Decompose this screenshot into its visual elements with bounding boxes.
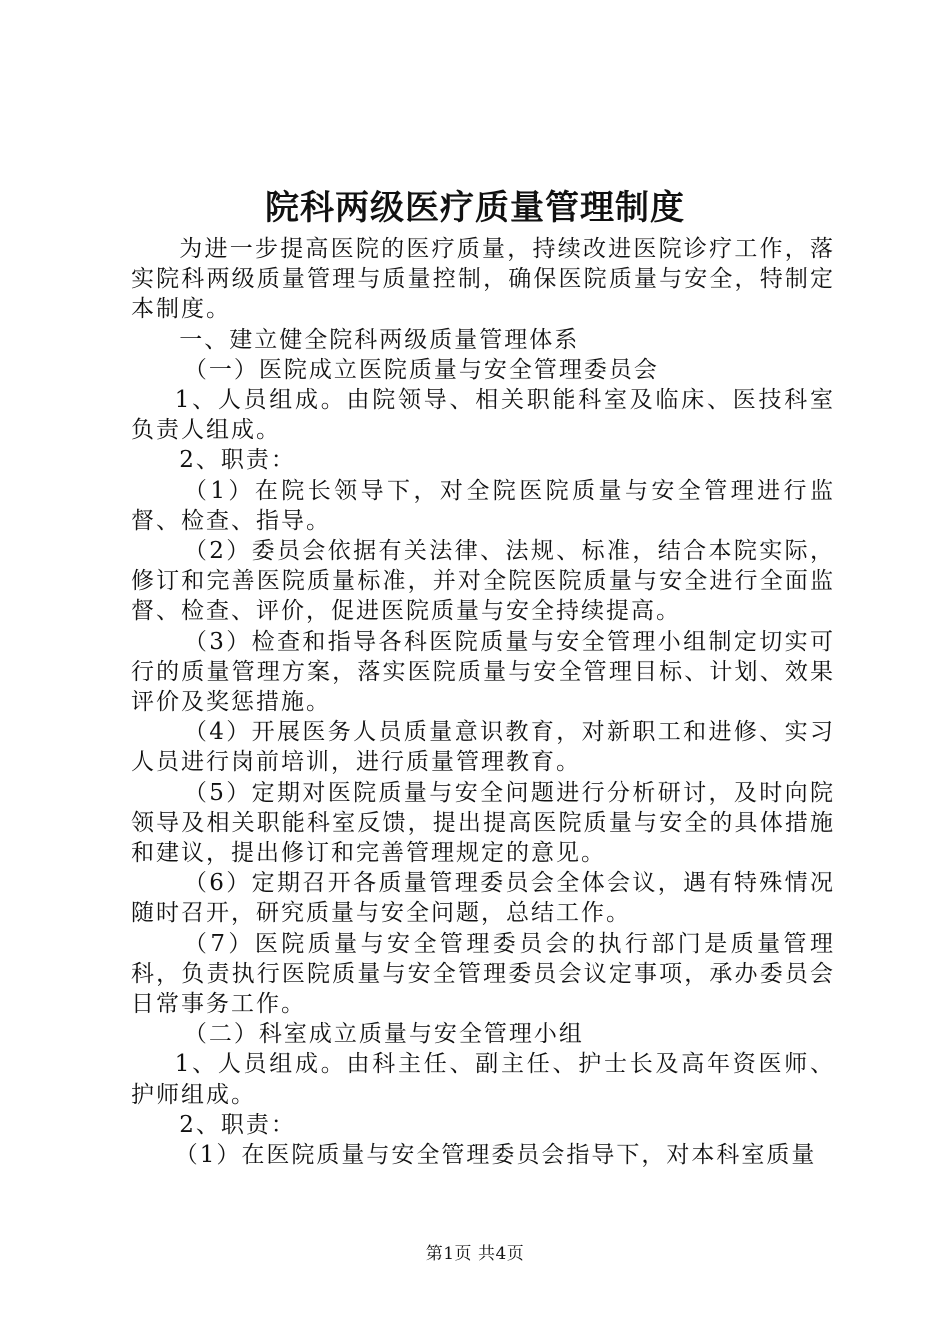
duty-item-4: （4）开展医务人员质量意识教育，对新职工和进修、实习人员进行岗前培训，进行质量管理教育。 bbox=[131, 719, 835, 776]
document-body bbox=[131, 234, 835, 1170]
heading-subsection-1: （一）医院成立医院质量与安全管理委员会 bbox=[183, 356, 659, 383]
duty-item-2: （2）委员会依据有关法律、法规、标准，结合本院实际，修订和完善医院质量标准，并对全院医院质量与安全进行全面监督、检查、评价，促进医院质量与安全持续提高。 bbox=[131, 538, 835, 625]
heading-section-1: 一、建立健全院科两级质量管理体系 bbox=[179, 326, 580, 353]
duty-item-3: （3）检查和指导各科医院质量与安全管理小组制定切实可行的质量管理方案，落实医院质量与安全管理目标、计划、效果评价及奖惩措施。 bbox=[131, 628, 835, 716]
duty-item-6: （6）定期召开各质量管理委员会全体会议，遇有特殊情况随时召开，研究质量与安全问题，总结工作。 bbox=[131, 870, 835, 927]
heading-committee-duties: 2、职责： bbox=[179, 447, 296, 474]
group-duty-item-1: （1）在医院质量与安全管理委员会指导下，对本科室质量 bbox=[174, 1142, 817, 1169]
paragraph-committee-members: 1、人员组成。由院领导、相关职能科室及临床、医技科室负责人组成。 bbox=[131, 387, 835, 444]
duty-item-7: （7）医院质量与安全管理委员会的执行部门是质量管理科，负责执行医院质量与安全管理委员会议定事项，承办委员会日常事务工作。 bbox=[131, 930, 835, 1018]
duty-item-5: （5）定期对医院质量与安全问题进行分析研讨，及时向院领导及相关职能科室反馈，提出提高医院质量与安全的具体措施和建议，提出修订和完善管理规定的意见。 bbox=[131, 779, 835, 867]
heading-subsection-2: （二）科室成立质量与安全管理小组 bbox=[183, 1021, 584, 1048]
duty-item-1: （1）在院长领导下，对全院医院质量与安全管理进行监督、检查、指导。 bbox=[131, 477, 835, 534]
page-number-footer: 第1页 共4页 bbox=[425, 1244, 525, 1264]
document-title: 院科两级医疗质量管理制度 bbox=[265, 188, 685, 228]
paragraph-group-members: 1、人员组成。由科主任、副主任、护士长及高年资医师、护师组成。 bbox=[131, 1051, 835, 1108]
paragraph-intro: 为进一步提高医院的医疗质量，持续改进医院诊疗工作，落实院科两级质量管理与质量控制，确保医院质量与安全，特制定本制度。 bbox=[131, 236, 835, 323]
heading-group-duties: 2、职责： bbox=[179, 1111, 296, 1138]
